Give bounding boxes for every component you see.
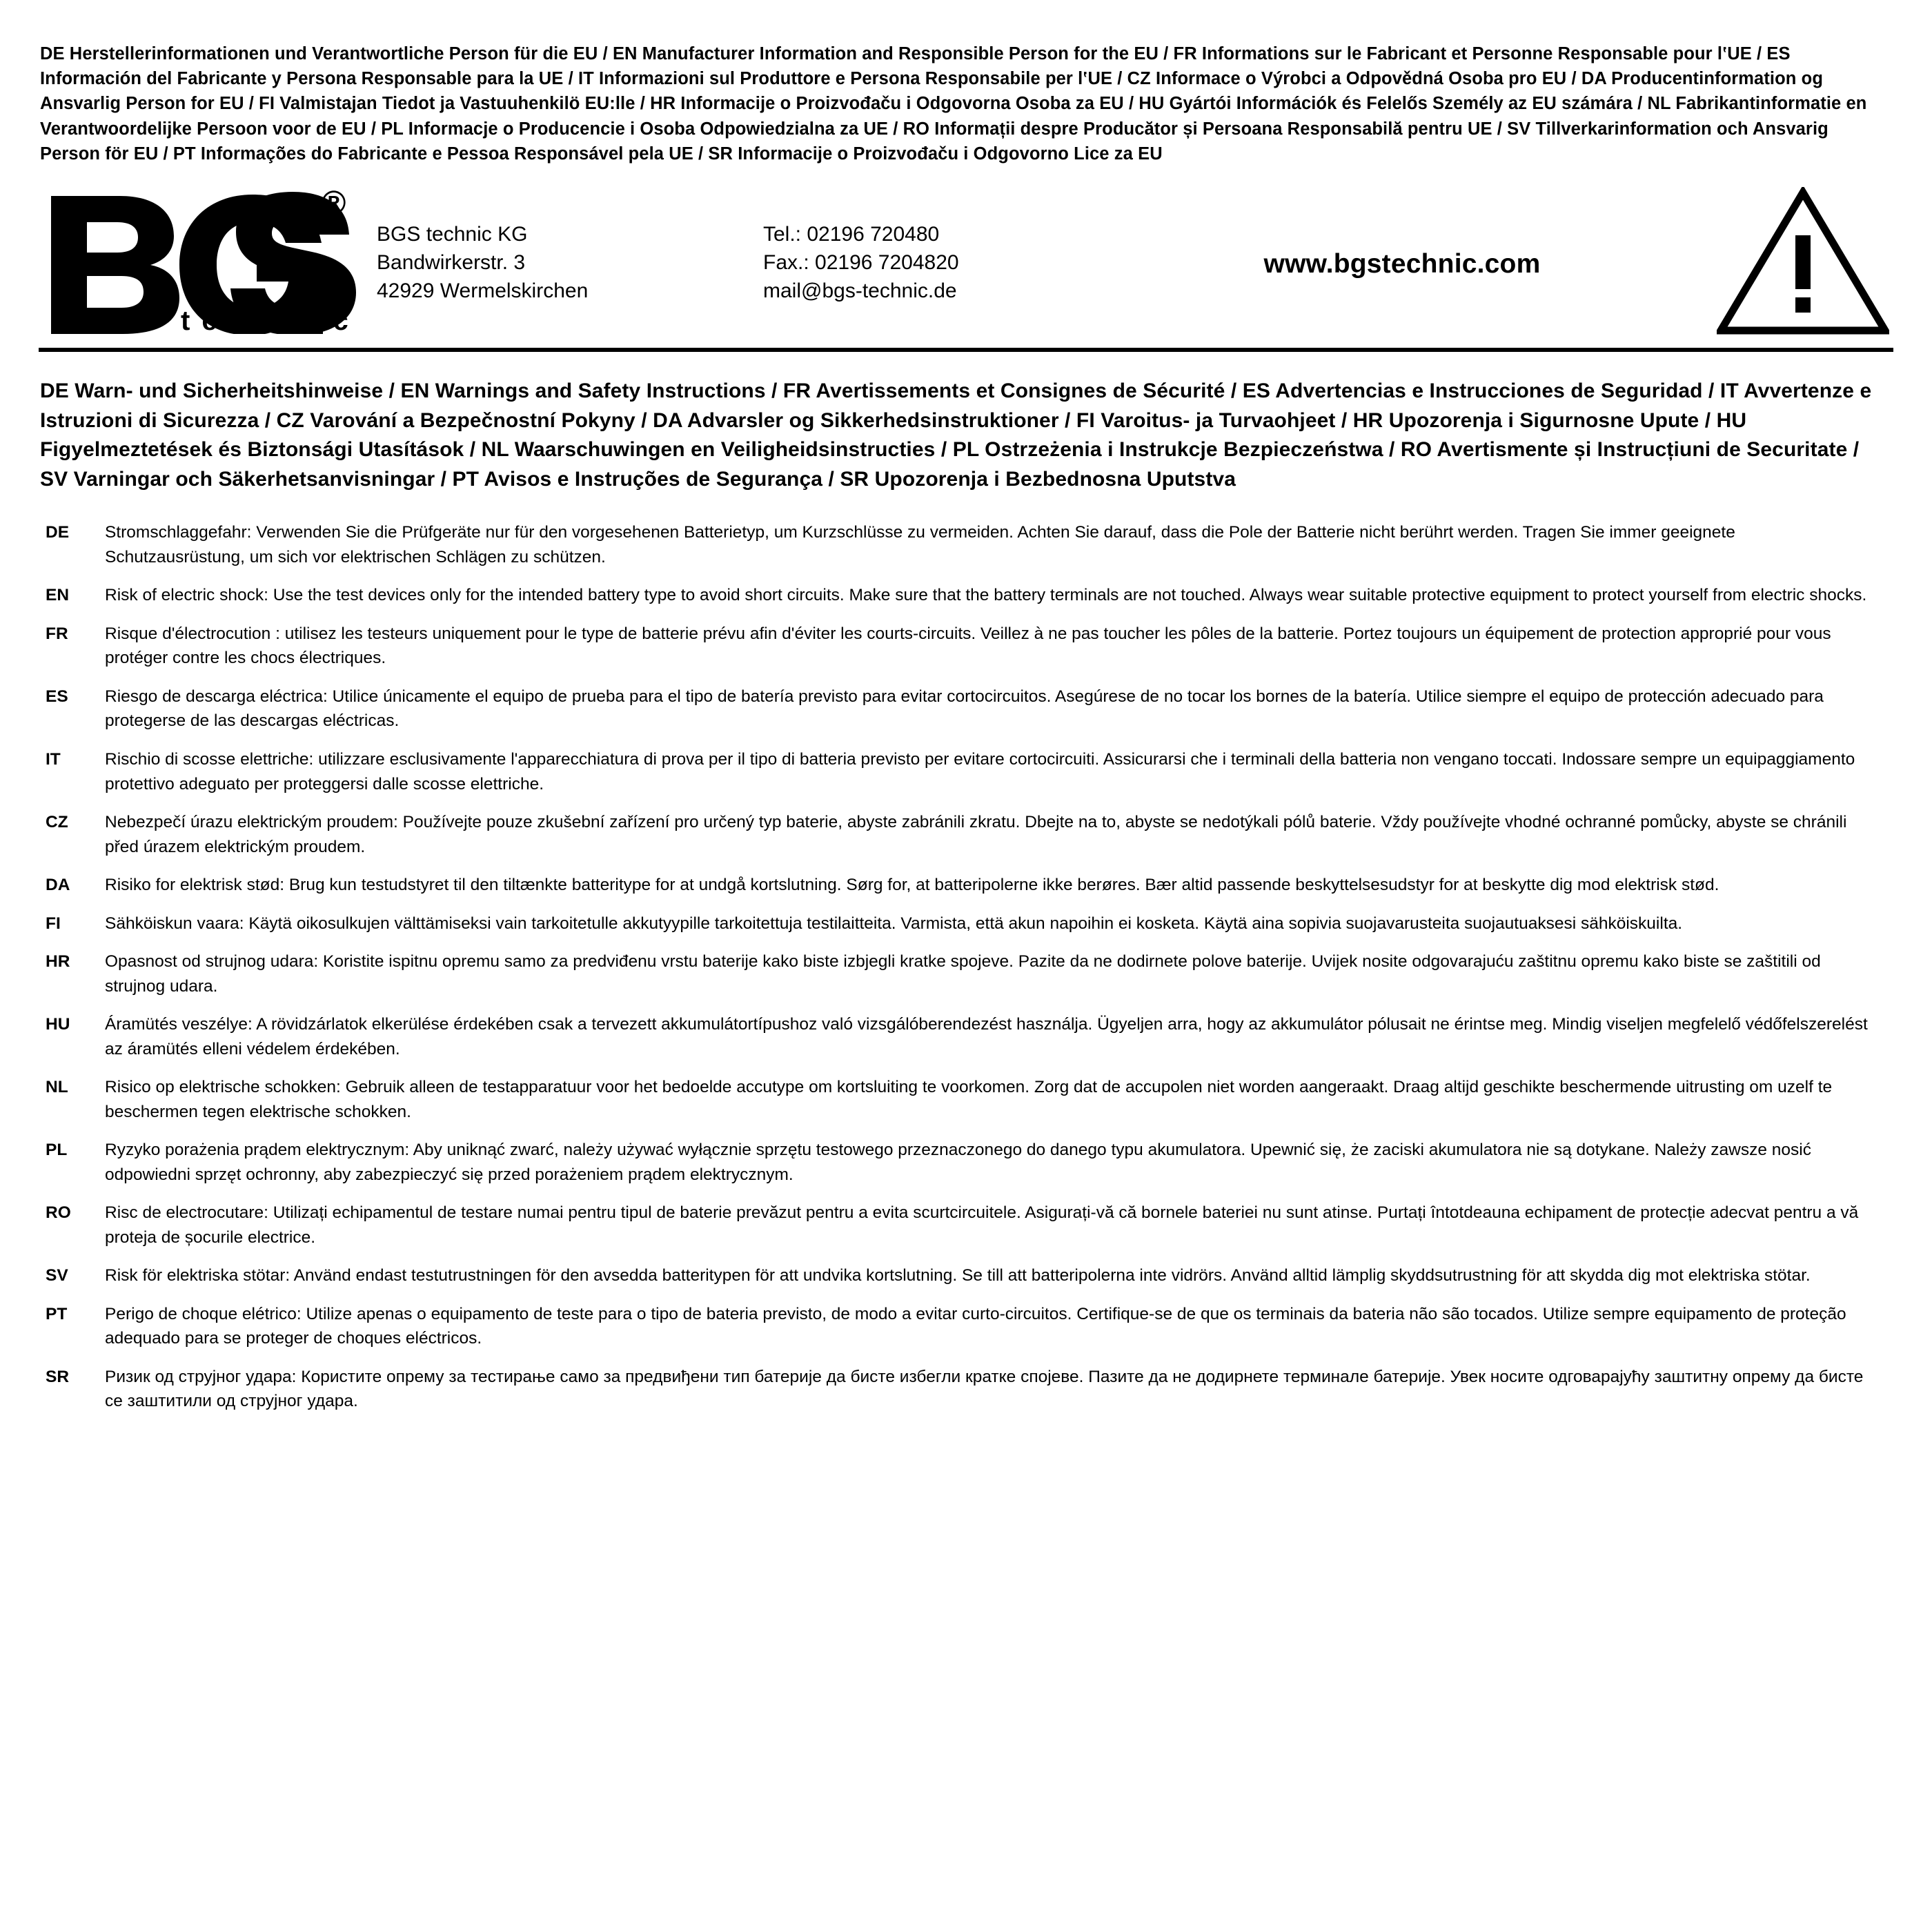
- language-code: DE: [46, 523, 70, 542]
- list-item: [39, 949, 1893, 998]
- language-text: Risc de electrocutare: Utilizați echipamentul de testare numai pentru tipul de baterie prevăzut pentru a evita scurtcircuitele. Asigurați-vă că bornele bateriei nu sunt atinse. Purtați întotdeauna echipament de protecție adecvat pentru a vă proteja de șocurile electrice.: [105, 1203, 1859, 1247]
- instructions-list: [39, 520, 1893, 1413]
- warning-triangle-icon: [1682, 187, 1893, 335]
- language-text: Stromschlaggefahr: Verwenden Sie die Prüfgeräte nur für den vorgesehenen Batterietyp, um Kurzschlüsse zu vermeiden. Achten Sie darauf, dass die Pole der Batterie nicht berührt werden. Tragen Sie immer geeignete Schutzausrüstung, um sich vor elektrischen Schlägen zu schützen.: [105, 523, 1735, 566]
- list-item: [39, 747, 1893, 796]
- list-item: [39, 873, 1893, 898]
- language-code: HU: [46, 1015, 70, 1034]
- registered-mark: ®: [322, 188, 346, 221]
- language-text: Risque d'électrocution : utilisez les testeurs uniquement pour le type de batterie prévu afin d'éviter les courts-circuits. Veillez à ne pas toucher les pôles de la batterie. Portez toujours un équipement de protection approprié pour vous protéger contre les chocs électriques.: [105, 624, 1831, 668]
- company-name: BGS technic KG: [377, 223, 528, 246]
- safety-instructions-heading: DE Warn- und Sicherheitshinweise / EN Warnings and Safety Instructions / FR Avertissements et Consignes de Sécurité / ES Advertencias e Instrucciones de Seguridad / IT Avvertenze e Istruzioni di Sicurezza / CZ Varování a Bezpečnostní Pokyny / DA Advarsler og Sikkerhedsinstruktioner / FI Varoitus- ja Turvaohjeet / HR Upozorenja i Sigurnosne Upute / HU Figyelmeztetések és Biztonsági Utasítások / NL Waarschuwingen en Veiligheidsinstructies / PL Ostrzeżenia i Instrukcje Bezpieczeństwa / RO Avertismente și Instrucțiuni de Securitate / SV Varningar och Säkerhetsanvisningar / PT Avisos e Instruções de Segurança / SR Upozorenja i Bezbednosna Uputstva: [40, 379, 1872, 491]
- list-item: [39, 1302, 1893, 1351]
- language-text: Risiko for elektrisk stød: Brug kun testudstyret til den tiltænkte batteritype for at undgå kortslutning. Sørg for, at batteripolerne ikke berøres. Bær altid passende beskyttelsesudstyr for at beskytte dig mod elektrisk stød.: [105, 876, 1719, 895]
- company-street: Bandwirkerstr. 3: [377, 251, 526, 275]
- list-item: [39, 684, 1893, 733]
- list-item: [39, 1138, 1893, 1187]
- bgs-logo-svg: [46, 189, 363, 334]
- company-address: [377, 217, 763, 305]
- list-item: [39, 911, 1893, 936]
- language-text: Sähköiskun vaara: Käytä oikosulkujen välttämiseksi vain tarkoitetulle akkutyypille tarkoitettuja testilaitteita. Varmista, että akun napoihin ei kosketa. Käytä aina sopivia suojavarusteita suojautuaksesi sähköiskuilta.: [105, 914, 1683, 933]
- language-code: FR: [46, 624, 68, 643]
- list-item: [39, 1201, 1893, 1250]
- list-item: [39, 1365, 1893, 1414]
- language-text: Risk of electric shock: Use the test devices only for the intended battery type to avoid short circuits. Make sure that the battery terminals are not touched. Always wear suitable protective equipment to protect yourself from electric shocks.: [105, 586, 1867, 605]
- language-code: SR: [46, 1367, 70, 1386]
- language-text: Áramütés veszélye: A rövidzárlatok elkerülése érdekében csak a tervezett akkumulátortípushoz való vizsgálóberendezést használja. Ügyeljen arra, hogy az akkumulátor pólusait ne érintse meg. Mindig viseljen megfelelő védőfelszerelést az áramütés elleni védelem érdekében.: [105, 1015, 1868, 1058]
- language-code: SV: [46, 1266, 68, 1285]
- bgs-logo-subtext: t e c h n i c: [181, 305, 351, 334]
- language-text: Nebezpečí úrazu elektrickým proudem: Používejte pouze zkušební zařízení pro určený typ baterie, abyste zabránili zkratu. Dbejte na to, abyste se nedotýkali pólů baterie. Vždy používejte vhodné ochranné pomůcky, abyste se chránili před úrazem elektrickým proudem.: [105, 813, 1847, 856]
- company-contact: [763, 217, 1122, 305]
- language-code: IT: [46, 750, 61, 769]
- language-text: Opasnost od strujnog udara: Koristite ispitnu opremu samo za predviđenu vrstu baterije kako biste izbjegli kratke spojeve. Pazite da ne dodirnete polove baterije. Uvijek nosite odgovarajuću zaštitnu opremu kako biste se zaštitili od strujnog udara.: [105, 952, 1821, 996]
- language-text: Riesgo de descarga eléctrica: Utilice únicamente el equipo de prueba para el tipo de batería previsto para evitar cortocircuitos. Asegúrese de no tocar los bornes de la batería. Utilice siempre el equipo de protección adecuado para protegerse de las descargas eléctricas.: [105, 687, 1824, 731]
- language-code: RO: [46, 1203, 71, 1223]
- language-code: PL: [46, 1141, 68, 1160]
- list-item: [39, 520, 1893, 569]
- language-code: FI: [46, 914, 61, 933]
- language-text: Rischio di scosse elettriche: utilizzare esclusivamente l'apparecchiatura di prova per il tipo di batteria previsto per evitare cortocircuiti. Assicurarsi che i terminali della batteria non vengano toccati. Indossare sempre un equipaggiamento protettivo adeguato per proteggersi dalle scosse elettriche.: [105, 750, 1855, 793]
- list-item: [39, 1012, 1893, 1061]
- company-website[interactable]: www.bgstechnic.com: [1263, 248, 1541, 279]
- language-code: PT: [46, 1304, 68, 1323]
- language-code: HR: [46, 952, 70, 972]
- list-item: [39, 622, 1893, 671]
- language-text: Ризик од струјног удара: Користите опрему за тестирање само за предвиђени тип батерије да бисте избегли кратке спојеве. Пазите да не додирнете терминале батерије. Увек носите одговарајућу заштитну опрему да бисте се заштитили од струјног удара.: [105, 1367, 1864, 1411]
- language-code: DA: [46, 876, 70, 895]
- list-item: [39, 810, 1893, 859]
- language-text: Risico op elektrische schokken: Gebruik alleen de testapparatuur voor het bedoelde accutype om kortsluiting te voorkomen. Zorg dat de accupolen niet worden aangeraakt. Draag altijd geschikte beschermende uitrusting om uzelf te beschermen tegen elektrische schokken.: [105, 1078, 1833, 1121]
- company-city: 42929 Wermelskirchen: [377, 279, 589, 302]
- list-item: [39, 583, 1893, 608]
- manufacturer-info-heading: DE Herstellerinformationen und Verantwortliche Person für die EU / EN Manufacturer Information and Responsible Person for the EU / FR Informations sur le Fabricant et Personne Responsable pour lʽUE / ES Información del Fabricante y Persona Responsable para la UE / IT Informazioni sul Produttore e Persona Responsabile per lʽUE / CZ Informace o Výrobci a Odpovědná Osoba pro EU / DA Producentinformation og Ansvarlig Person for EU / FI Valmistajan Tiedot ja Vastuuhenkilö EU:lle / HR Informacije o Proizvođaču i Odgovorna Osoba za EU / HU Gyártói Információk és Felelős Személy az EU számára / NL Fabrikantinformatie en Verantwoordelijke Persoon voor de EU / PL Informacje o Producencie i Osoba Odpowiedzialna za UE / RO Informații despre Producător și Persoana Responsabilă pentru UE / SV Tillverkarinformation och Ansvarig Person för EU / PT Informações do Fabricante e Pessoa Responsável pela UE / SR Informacije o Proizvođaču i Odgovorno Lice za EU: [40, 44, 1867, 164]
- language-text: Risk för elektriska stötar: Använd endast testutrustningen för den avsedda batteritypen för att undvika kortslutning. Se till att batteripolerna inte vidrörs. Använd alltid lämplig skyddsutrustning för att skydda dig mot elektriska stötar.: [105, 1266, 1811, 1285]
- company-info-band: [39, 187, 1893, 352]
- language-code: ES: [46, 687, 68, 706]
- company-email[interactable]: mail@bgs-technic.de: [763, 279, 957, 302]
- company-telephone: Tel.: 02196 720480: [763, 223, 940, 246]
- language-text: Ryzyko porażenia prądem elektrycznym: Aby uniknąć zwarć, należy używać wyłącznie sprzętu testowego przeznaczonego do danego typu akumulatora. Upewnić się, że zaciski akumulatora nie są dotykane. Należy zawsze nosić odpowiedni sprzęt ochronny, aby zabezpieczyć się przed porażeniem prądem elektrycznym.: [105, 1141, 1811, 1184]
- bgs-logo: [39, 189, 377, 334]
- list-item: [39, 1075, 1893, 1124]
- warning-triangle-svg: [1717, 187, 1889, 335]
- company-fax: Fax.: 02196 7204820: [763, 251, 959, 275]
- language-code: EN: [46, 586, 70, 605]
- list-item: [39, 1263, 1893, 1288]
- language-code: NL: [46, 1078, 68, 1097]
- language-code: CZ: [46, 813, 68, 832]
- language-text: Perigo de choque elétrico: Utilize apenas o equipamento de teste para o tipo de bateria previsto, de modo a evitar curto-circuitos. Certifique-se de que os terminais da bateria não são tocados. Utilize sempre equipamento de proteção adequado para se proteger de choques eléctricos.: [105, 1304, 1846, 1348]
